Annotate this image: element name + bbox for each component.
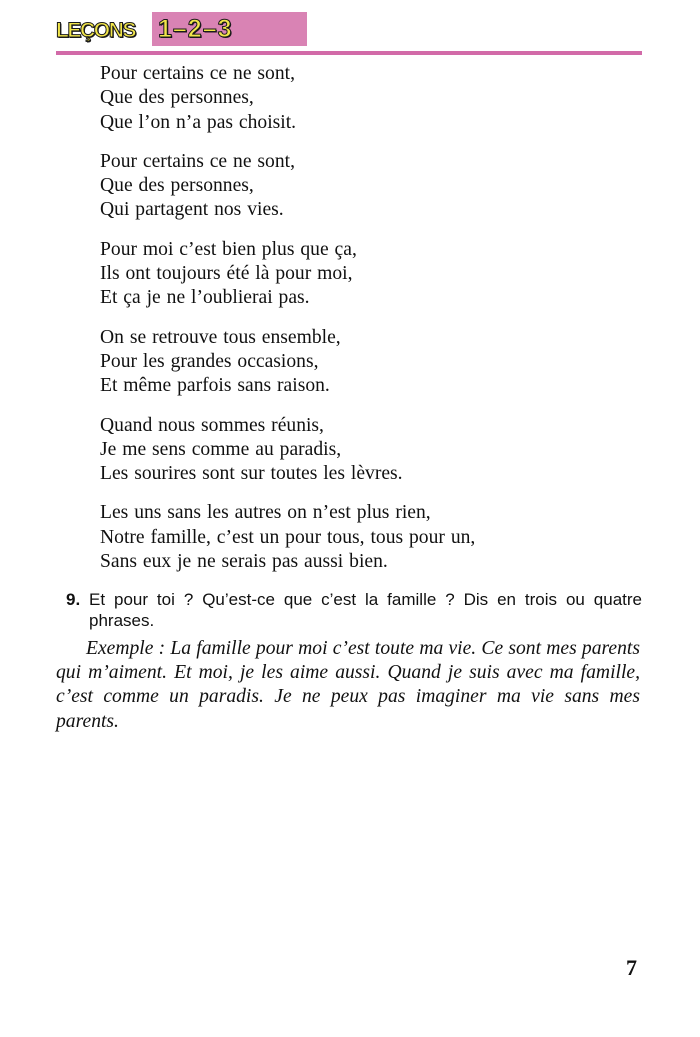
poem-line: Sans eux je ne serais pas aussi bien. — [100, 551, 388, 573]
poem-stanza — [100, 238, 640, 311]
poem-stanza — [100, 414, 640, 487]
poem-line: Je me sens comme au paradis, — [100, 438, 342, 460]
poem-line: Que l’on n’a pas choisit. — [100, 111, 297, 133]
poem-line: Quand nous sommes réunis, — [100, 414, 324, 436]
poem — [100, 62, 640, 589]
poem-line: Ils ont toujours été là pour moi, — [100, 263, 353, 285]
poem-stanza — [100, 501, 640, 574]
poem-stanza — [100, 62, 640, 135]
example-text: Exemple : La famille pour moi c’est toute ma vie. Ce sont mes parents qui m’aiment. Et moi, je les aime aussi. Quand je suis avec ma famille, c’est comme un paradis. Je ne peux pas imaginer ma vie sans mes parents. — [56, 638, 640, 732]
poem-line: On se retrouve tous ensemble, — [100, 326, 341, 348]
poem-line: Pour les grandes occasions, — [100, 350, 319, 372]
poem-stanza — [100, 150, 640, 223]
lessons-numbers: 1–2–3 — [158, 15, 233, 43]
lessons-header — [56, 12, 642, 56]
poem-line: Et ça je ne l’oublierai pas. — [100, 287, 310, 309]
page-number: 7 — [626, 955, 637, 980]
poem-line: Que des personnes, — [100, 87, 254, 109]
poem-line: Les uns sans les autres on n’est plus rien, — [100, 502, 431, 524]
poem-line: Et même parfois sans raison. — [100, 375, 330, 397]
exercise-number: 9. — [66, 590, 81, 609]
poem-line: Les sourires sont sur toutes les lèvres. — [100, 463, 403, 485]
poem-line: Notre famille, c’est un pour tous, tous pour un, — [100, 526, 476, 548]
header-rule — [56, 51, 642, 55]
exercise-instruction: Et pour toi ? Qu’est-ce que c’est la famille ? Dis en trois ou quatre phrases. — [89, 590, 642, 630]
poem-stanza — [100, 326, 640, 399]
lessons-title: LEÇONS — [56, 19, 136, 42]
exercise-9 — [56, 589, 642, 631]
poem-line: Pour moi c’est bien plus que ça, — [100, 238, 357, 260]
poem-line: Que des personnes, — [100, 175, 254, 197]
poem-line: Pour certains ce ne sont, — [100, 150, 295, 172]
poem-line: Qui partagent nos vies. — [100, 199, 284, 221]
poem-line: Pour certains ce ne sont, — [100, 63, 295, 84]
